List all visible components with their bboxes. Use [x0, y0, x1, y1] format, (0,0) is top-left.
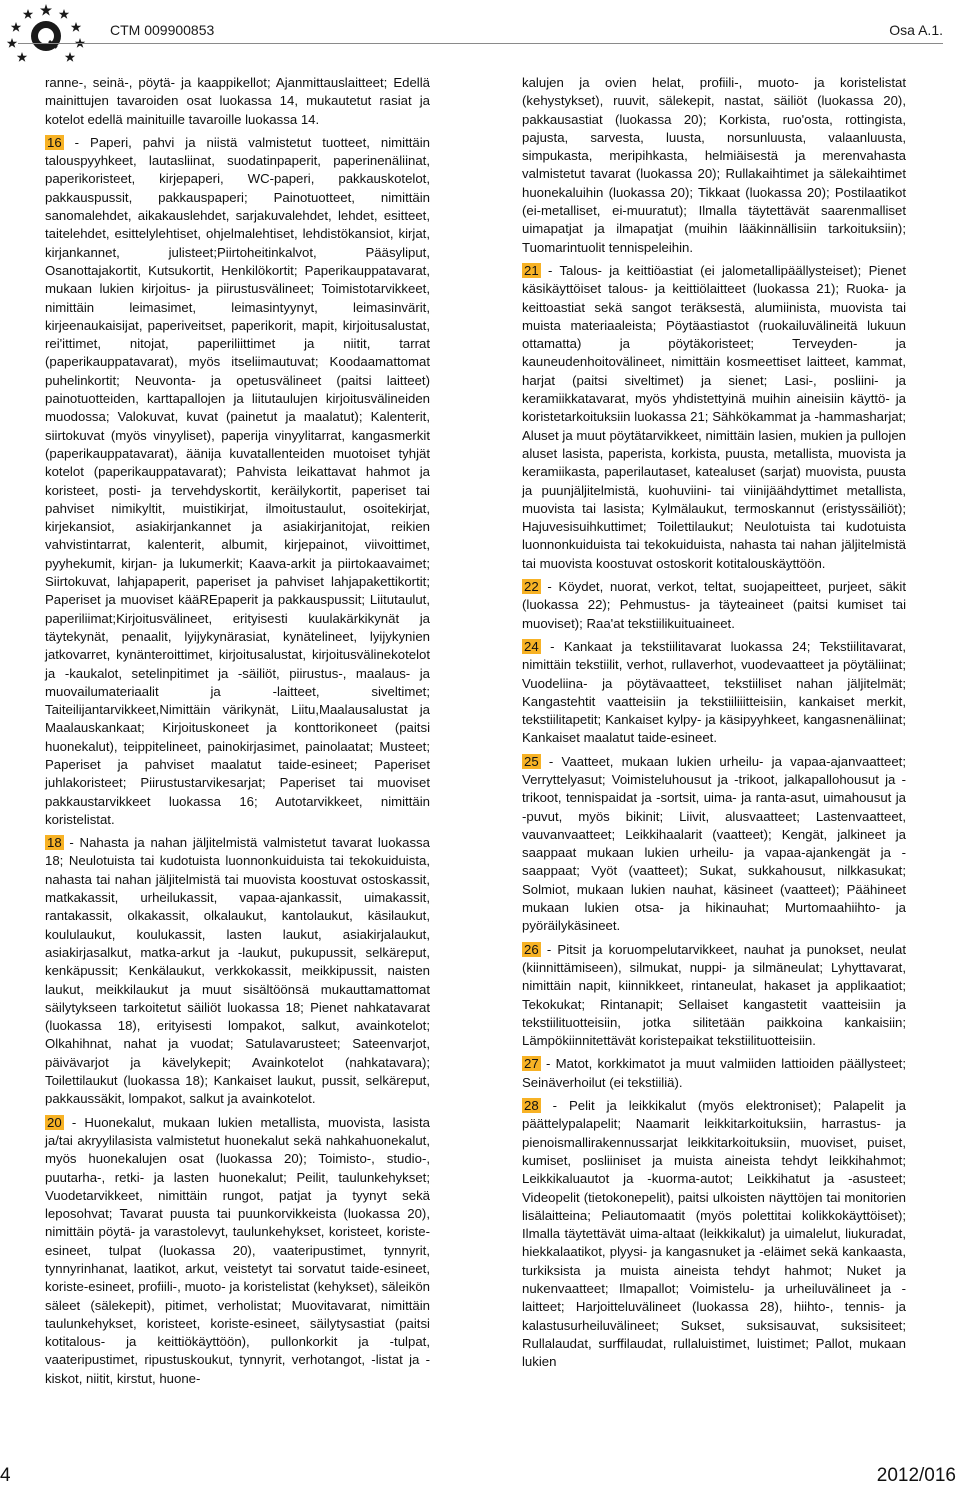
class-number-badge: 22 — [524, 579, 539, 595]
right-column — [522, 74, 906, 1376]
class-number-badge: 24 — [524, 638, 539, 654]
class-number-badge: 28 — [524, 1098, 539, 1114]
document-id: CTM 009900853 — [110, 22, 215, 38]
class-description: - Talous- ja keittiöastiat (ei jalometallipäällysteiset); Pienet käsikäyttöiset talous- ja keittiölaitteet (luokassa 21); Ruoka- ja keittoastiat sekä sangot teräksestä, alumiinista, muovista tai muista materiaaleista; Pöytäastiastot (ruokailuvälineitä lukuun ottamatta) ja pöytäkoristeet; Terveyden- ja kauneudenhoitovälineet, nimittäin kosmeettiset laitteet, kammat, harjat (paitsi siveltimet) ja sienet; Lasi-, posliini- ja keramiikkatavarat, myös yhdistettyinä muihin aineisiin käyttö- ja koristetarkoituksiin luokassa 21; Sähkökammat ja -hammasharjat; Aluset ja muut pöytätarvikkeet, nimittäin lasien, mukien ja pullojen aluset lasista, paperista, korkista, puusta, metallista, muovista ja keramiikasta, paperilautaset, katealuset (sarjat) muovista, puusta ja puunjäljitelmistä, kuohuviini- tai viinijäähdyttimet metallista, muovista tai lasista; Kylmälaukut, termoskannut (eristyssäiliöt); Hajuvesisuihkuttimet; Toilettilaukut; Neulotuista tai kudotuista luonnonkuiduista tai tekokuiduista, nahasta tai nahan jäljitelmistä tai muovista koostuvat ostoskorit kotitalouskäyttöön. — [522, 262, 906, 571]
class-description: - Pelit ja leikkikalut (myös elektroniset); Palapelit ja päättelypalapelit; Naamarit leikkitarkoituksiin, harrastus- ja pienoismallirakennussarjat leikkitarkoituksiin, muoviset, puiset, kumiset, posliiniset ja muista aineista tehdyt leikkihahmot; Leikkikaluautot ja -kuorma-autot; Leikkihatut ja -asusteet; Videopelit (tietokonepelit), paitsi ulkoisten näyttöjen tai monitorien lisälaitteina; Peliautomaatit (myös polettitai kolikkokäyttöiset); Ilmalla täytettävät uima-altaat (leikkikalut) ja uimalelut, liukuradat, hiekkalaatikot, plyysi- ja kangasnuket ja -eläimet sekä kankaasta, turkiksista ja muista aineista tehdyt hahmot; Nuket ja nukenvaatteet; Ilmapallot; Voimistelu- ja urheiluvälineet ja -laitteet; Harjoitteluvälineet (luokassa 28), hiihto-, tennis- ja kalastusurheiluvälineet; Sukset, suksisauvat, suksisiteet; Rullalaudat, surffilaudat, rullaluistimet, luistimet; Pallot, mukaan lukien — [522, 1098, 906, 1370]
class-16-paragraph — [45, 134, 430, 829]
section-label: Osa A.1. — [889, 22, 943, 38]
class-description: - Pitsit ja koruompelutarvikkeet, nauhat ja punokset, neulat (kiinnittämiseen), silmukat, nuppi- ja silmäneulat; Lyhyttavarat, nimittäin napit, kiinnikkeet, rintaneulat, hakaset ja applikaatiot; Tekokukat; Rintanapit; Sellaiset kangastetit vaatteisiin ja tekstiilituotteisiin, jotka silitetään paikkoina kankaisiin; Lämpökiinnitettävät koristepaikat tekstiilituotteisiin. — [522, 941, 906, 1049]
page-number: 4 — [0, 1465, 11, 1486]
left-column — [45, 74, 430, 1393]
right-intro-paragraph: kalujen ja ovien helat, profiili-, muoto- ja koristelistat (kehystykset), ruuvit, sälekepit, nastat, säiliöt (luokassa 20), pakkausastiat (luokassa 20); Korkista, ruo'osta, rottingista, pajusta, sarvesta, luusta, norsunluusta, valaanluusta, simpukasta, meripihkasta, helmiäisestä ja merenvahasta valmistetut tavarat (luokassa 20); Rullakaihtimet ja sälekaihtimet huonekaluihin (luokassa 20); Tikkaat (luokassa 20); Postilaatikot (ei-metalliset, ei-muuratut); Ilmalla täytettävät saarenmalliset uimapatjat ja ilmapatjat (muihin lääkinnällisiin tarkoituksiin); Tuomarintuolit tennispeleihin. — [522, 75, 906, 255]
class-number-badge: 26 — [524, 941, 539, 957]
class-27-paragraph — [522, 1055, 906, 1092]
class-25-paragraph — [522, 753, 906, 936]
class-number-badge: 25 — [524, 753, 539, 769]
class-description: - Kankaat ja tekstiilitavarat luokassa 24; Tekstiilitavarat, nimittäin tekstiilit, verhot, rullaverhot, vuodevaatteet ja pöytäliinat; Vuodeliina- ja pöytävaatteet, tekstiiliset nahan jäljitelmät; Kangastehtit vaatteisiin ja tekstiiliiitteisiin, kankaiset merkit, tekstiilitapetit; Kankaiset kylpy- ja käsipyyhkeet, kangasnenäliinat; Kankaiset maalatut taide-esineet. — [522, 638, 906, 746]
class-description: - Köydet, nuorat, verkot, teltat, suojapeitteet, purjeet, säkit (luokassa 22); Pehmustus- ja täyteaineet (paitsi kumiset tai muoviset); Raa'at tekstiilikuituaineet. — [522, 579, 906, 631]
class-24-paragraph — [522, 638, 906, 748]
class-description: - Nahasta ja nahan jäljitelmistä valmistetut tavarat luokassa 18; Neulotuista tai kudotuista luonnonkuiduista tai tekokuiduista, nahasta tai nahan jäljitelmistä tai muovista koostuvat ostoskassit, matkakassit, urheilukassit, vapaa-ajankassit, uimakassit, rantakassit, olkakassit, olkalaukut, kantolaukut, käsilaukut, koululaukut, koulukassit, lasten laukut, asiakirjalaukut, asiakirjasalkut, matka-arkut ja -laukut, pukupussit, selkäreput, kenkäpussit; Kenkälaukut, verkkokassit, meikkipussit, naisten laukut, meikkilaukut ja muut sisältöönsä mukauttamattomat säilytykseen tarkoitetut säiliöt luokassa 18; Pienet nahkatavarat (luokassa 18), erityisesti lompakot, salkut, avainkotelot; Olkahihnat, nahat ja vuodat; Satulavarusteet; Sateenvarjot, päivävarjot ja kävelykepit; Avainkotelot (nahkatavara); Toilettilaukut (luokassa 18); Kankaiset laukut, pussit, selkäreput, pakkaussäkit, lompakot, salkut ja avainkotelot. — [45, 835, 430, 1107]
class-number-badge: 18 — [47, 835, 62, 851]
header-divider — [18, 43, 943, 44]
class-number-badge: 21 — [524, 262, 539, 278]
class-number-badge: 16 — [47, 134, 62, 150]
issue-number: 2012/016 — [876, 1465, 956, 1486]
class-description: - Vaatteet, mukaan lukien urheilu- ja vapaa-ajanvaatteet; Verryttelyasut; Voimisteluhousut ja -trikoot, jalkapallohousut ja -trikoot, tennispaidat ja -sortsit, uima- ja ranta-asut, uimahousut ja -puvut, myös bikinit; Liivit, alusvaatteet; Lastenvaatteet, vauvanvaatteet; Leikkihaalarit (vaatteet); Kengät, jalkineet ja saappaat mukaan lukien urheilu- ja vapaa-ajankengät ja -saappaat; Vyöt (vaatteet); Sukat, sukkahousut, nilkkasukat; Solmiot, mukaan lukien nauhat, käsineet (vaatteet); Päähineet mukaan lukien otsa- ja hikinauhat; Murtomaahiihto- ja pyöräilykäsineet. — [522, 753, 906, 934]
class-description: - Paperi, pahvi ja niistä valmistetut tuotteet, nimittäin talouspyyhkeet, lautasliinat, suodatinpaperit, paperinenäliinat, paperikoristeet, kirjepaperi, WC-paperi, pakkauskotelot, pakkauspussit, pakkauspaperi; Painotuotteet, nimittäin sanomalehdet, aikakauslehdet, sarjakuvalehdet, lehdet, esitteet, taitelehdet, esittelylehtiset, ohjelmalehtiset, lehdistökansiot, kirjat, kirjankannet, julisteet;Piirtoheitinkalvot, Pääsyliput, Osanottajakortit, Kutsukortit, Henkilökortit; Paperikauppatavarat, mukaan lukien kirjoitus- ja piirustusvälineet; Toimistotarvikkeet, nimittäin leimasimet, leimasintyynyt, leimasinvärit, kirjeenaukaisijat, paperiveitset, paperikorit, mapit, kirjoitusalustat, rei'ittimet, nitojat, paperiliittimet ja niitit, tarrat (paperikauppatavarat), myös itseliimautuvat; Koodaamattomat puhelinkortit; Neuvonta- ja opetusvälineet (paitsi laitteet) painotuotteiden, karttapallojen ja liitutaulujen kirjoitusvälineiden muodossa; Valokuvat, kuvat (painetut ja maalatut); Kalenterit, siirtokuvat (myös vinyyliset), paperija vinyylitarrat, kangasmerkit (paperikauppatavarat), äänija kuvatallenteiden muotoiset tyhjät kotelot (paperikauppatavarat); Pahvista leikattavat hahmot ja koristeet, posti- ja tervehdyskortit, keräilykortit, paperiset tai pahviset nimikyltit, muistikirjat, ilmoitustaulut, osoitekirjat, kirjekansiot, asiakirjankannet ja asiakirjanitojat, reikien vahvistintarrat, kalenterit, albumit, kirjepainot, viivoittimet, pyyhekumit, kirjan- ja lukumerkit; Kaava-arkit ja piirtokaavaimet; Siirtokuvat, lahjapaperit, paperiset ja pahviset lahjapakettikortit; Paperiset ja muoviset kääREpaperit ja pakkauspussit; Liitutaulut, paperiliimat;Kirjoitusvälineet, erityisesti kuulakärkikynät ja täytekynät, penaalit, lyijykynärasiat, kynätelineet, lyijykynien jatkovarret, kynänteroittimet, kirjoitusalustat, kirjoitusvälinekotelot ja -kaukalot, setelinpitimet ja -säiliöt, piirustus-, maalaus- ja muovailumateriaalit ja -laitteet, siveltimet; Taiteilijantarvikkeet,Nimittäin värikynät, Liitu,Maalausalustat ja Maalauskankaat; Kirjoituskoneet ja konttorikoneet (paitsi huonekalut), teippitelineet, painokirjasimet, painolaatat; Musteet; Paperiset ja pahviset maalatut taide-esineet; Paperiset juhlakoristeet; Piirustustarvikesarjat; Paperiset tai muoviset pakkaustarvikkeet luokassa 16; Autotarvikkeet, nimittäin koristelistat. — [45, 134, 430, 827]
class-number-badge: 27 — [524, 1056, 539, 1072]
class-18-paragraph — [45, 834, 430, 1108]
class-21-paragraph — [522, 262, 906, 573]
class-22-paragraph — [522, 578, 906, 633]
class-description: - Huonekalut, mukaan lukien metallista, muovista, lasista ja/tai akryylilasista valmistetut huonekalut sekä nahkahuonekalut, myös huonekalujen osat (luokassa 20); Toimisto-, studio-, puutarha-, retki- ja lasten huonekalut; Peilit, taulunkehykset; Vuodetarvikkeet, nimittäin rungot, patjat ja tyynyt sekä leposohvat; Tavarat puusta tai puunkorvikkeista (luokassa 20), nimittäin pöytä- ja varastolevyt, taulunkehykset, koristeet, koriste-esineet, tulpat (luokassa 20), vaateripustimet, tynnyrit, tynnyrinhanat, laatikot, arkut, veistetyt tai sorvatut taide-esineet, koriste-esineet, profiili-, muoto- ja koristelistat (kehykset), säleikön säleet (sälekepit), pitimet, verholistat; Muovitavarat, nimittäin taulunkehykset, koristeet, koriste-esineet, säilytysastiat (paitsi kotitalous- ja keittiökäyttöön), pullonkorkit ja -tulpat, vaateripustimet, ripustuskoukut, tynnyrit, verhotangot, -listat ja -kiskot, niitit, kirstut, huone- — [45, 1114, 430, 1386]
left-intro-paragraph: ranne-, seinä-, pöytä- ja kaappikellot; Ajanmittauslaitteet; Edellä mainittujen tavaroiden osat luokassa 14, mukautetut rasiat ja kotelot edellä mainituille tavaroille luokassa 14. — [45, 75, 430, 127]
class-28-paragraph — [522, 1097, 906, 1371]
ohim-logo-icon — [6, 2, 86, 68]
class-26-paragraph — [522, 941, 906, 1051]
class-number-badge: 20 — [47, 1114, 62, 1130]
class-20-paragraph — [45, 1114, 430, 1388]
class-description: - Matot, korkkimatot ja muut valmiiden lattioiden päällysteet; Seinäverhoilut (ei tekstiiliä). — [522, 1056, 906, 1090]
